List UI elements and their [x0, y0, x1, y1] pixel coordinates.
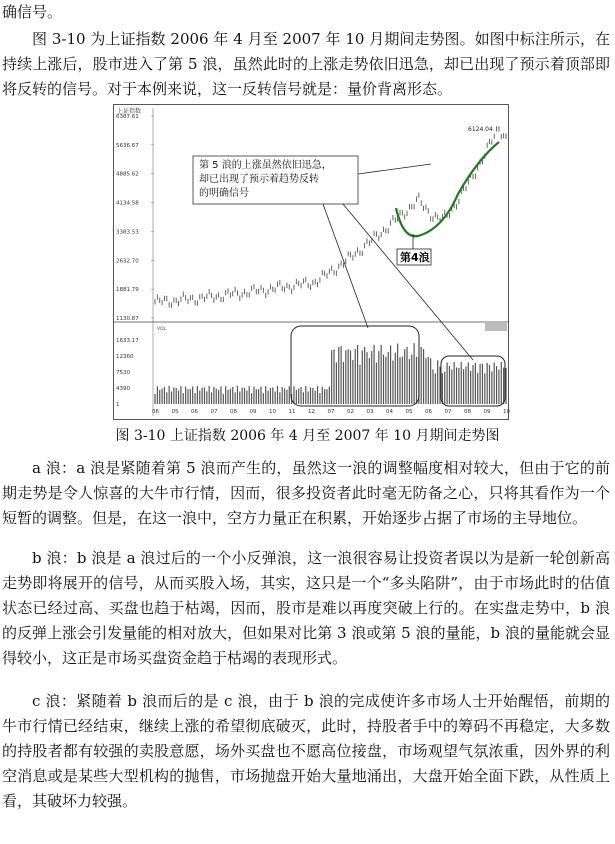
annotation-line: 第 5 浪的上涨虽然依旧迅急，	[199, 160, 332, 171]
price-tick-label: 4134.58	[116, 200, 139, 207]
volume-tick-label: 4390	[116, 386, 130, 392]
x-tick-label: 05	[171, 409, 179, 415]
x-tick-label: 11	[288, 409, 296, 415]
peak-label: 6124.04	[468, 126, 493, 133]
x-tick-label: 09	[249, 409, 257, 415]
wave4-label: 第4浪	[400, 251, 430, 264]
x-tick-label: 04	[386, 409, 393, 415]
price-tick-label: 5636.67	[116, 142, 139, 149]
figure-caption: 图 3-10 上证指数 2006 年 4 月至 2007 年 10 月期间走势图	[115, 428, 500, 444]
x-tick-label: 12	[308, 409, 315, 415]
price-tick-label: 1881.79	[116, 287, 139, 294]
x-tick-label: 06	[152, 409, 159, 415]
paragraph-wave-c: c 浪：紧随着 b 浪而后的是 c 浪，由于 b 浪的完成使许多市场人士开始醒悟，前期的牛市行情已经结束，继续上涨的希望彻底破灭，此时，持股者手中的筹码不再稳定，大多数的持股者都有较强的卖股意愿，场外买盘也不愿高位接盘，市场观望气氛浓重，因外界的利空消息或是某些大型机构的抛售，市场抛盘开始大量地涌出，大盘开始全面下跌，从性质上看，其破坏力较强。	[2, 692, 610, 810]
toolbar-strip	[485, 323, 507, 331]
paragraph-intro: 图 3-10 为上证指数 2006 年 4 月至 2007 年 10 月期间走势图。如图中标注所示，在持续上涨后，股市进入了第 5 浪，虽然此时的上涨走势依旧迅急，却已出现了预示着顶部即将反转的信号。对于本例来说，这一反转信号就是：量价背离形态。	[2, 30, 610, 98]
index-chart	[113, 104, 509, 420]
chart-title: 上证指数	[117, 108, 142, 115]
x-tick-label: 07	[444, 409, 452, 415]
x-tick-label: 09	[483, 409, 491, 415]
x-tick-label: 08	[464, 409, 471, 415]
x-tick-label: 07	[327, 409, 335, 415]
x-tick-label: 06	[425, 409, 432, 415]
x-tick-label: 02	[347, 409, 354, 415]
paragraph-wave-b: b 浪：b 浪是 a 浪过后的一个小反弹浪，这一浪很容易让投资者误以为是新一轮创新高走势即将展开的信号，从而买股入场，其实，这只是一个“多头陷阱”，由于市场此时的估值状态已经过高、买盘也趋于枯竭，因而，股市是难以再度突破上行的。在实盘走势中，b 浪的反弹上涨会引发量能的相对放大，但如果对比第 3 浪或第 5 浪的量能，b 浪的量能就会显得较小，这正是市场买盘资金趋于枯竭的表现形式。	[2, 549, 610, 667]
x-tick-label: 08	[230, 409, 237, 415]
volume-tick-label: 12360	[116, 354, 134, 360]
x-tick-label: 03	[366, 409, 374, 415]
x-tick-label: 05	[405, 409, 413, 415]
price-tick-label: 4885.62	[116, 171, 139, 178]
price-tick-label: 3383.53	[116, 229, 139, 236]
price-tick-label: 6387.61	[116, 114, 139, 120]
paragraph-wave-a: a 浪：a 浪是紧随着第 5 浪而产生的，虽然这一浪的调整幅度相对较大，但由于它的前期走势是令人惊喜的大牛市行情，因而，很多投资者此时毫无防备之心，只将其看作为一个短暂的调整。但是，在这一浪中，空方力量正在积累，开始逐步占据了市场的主导地位。	[2, 459, 610, 527]
volume-tick-label: 1	[116, 402, 120, 408]
x-tick-label: 06	[191, 409, 198, 415]
volume-tick-label: 7530	[116, 370, 130, 376]
annotation-line: 却已出现了预示着趋势反转	[199, 174, 319, 185]
price-tick-label: 1130.87	[116, 316, 139, 322]
annotation-line: 的明确信号	[199, 188, 249, 199]
price-tick-label: 2632.70	[116, 258, 139, 265]
x-tick-label: 10	[503, 409, 510, 415]
x-tick-label: 10	[269, 409, 276, 415]
paragraph-continuation: 确信号。	[2, 3, 63, 21]
volume-tick-label: 1633.17	[116, 338, 139, 344]
volume-header: VOL	[157, 327, 167, 332]
chart-svg	[113, 104, 509, 420]
x-tick-label: 07	[210, 409, 218, 415]
